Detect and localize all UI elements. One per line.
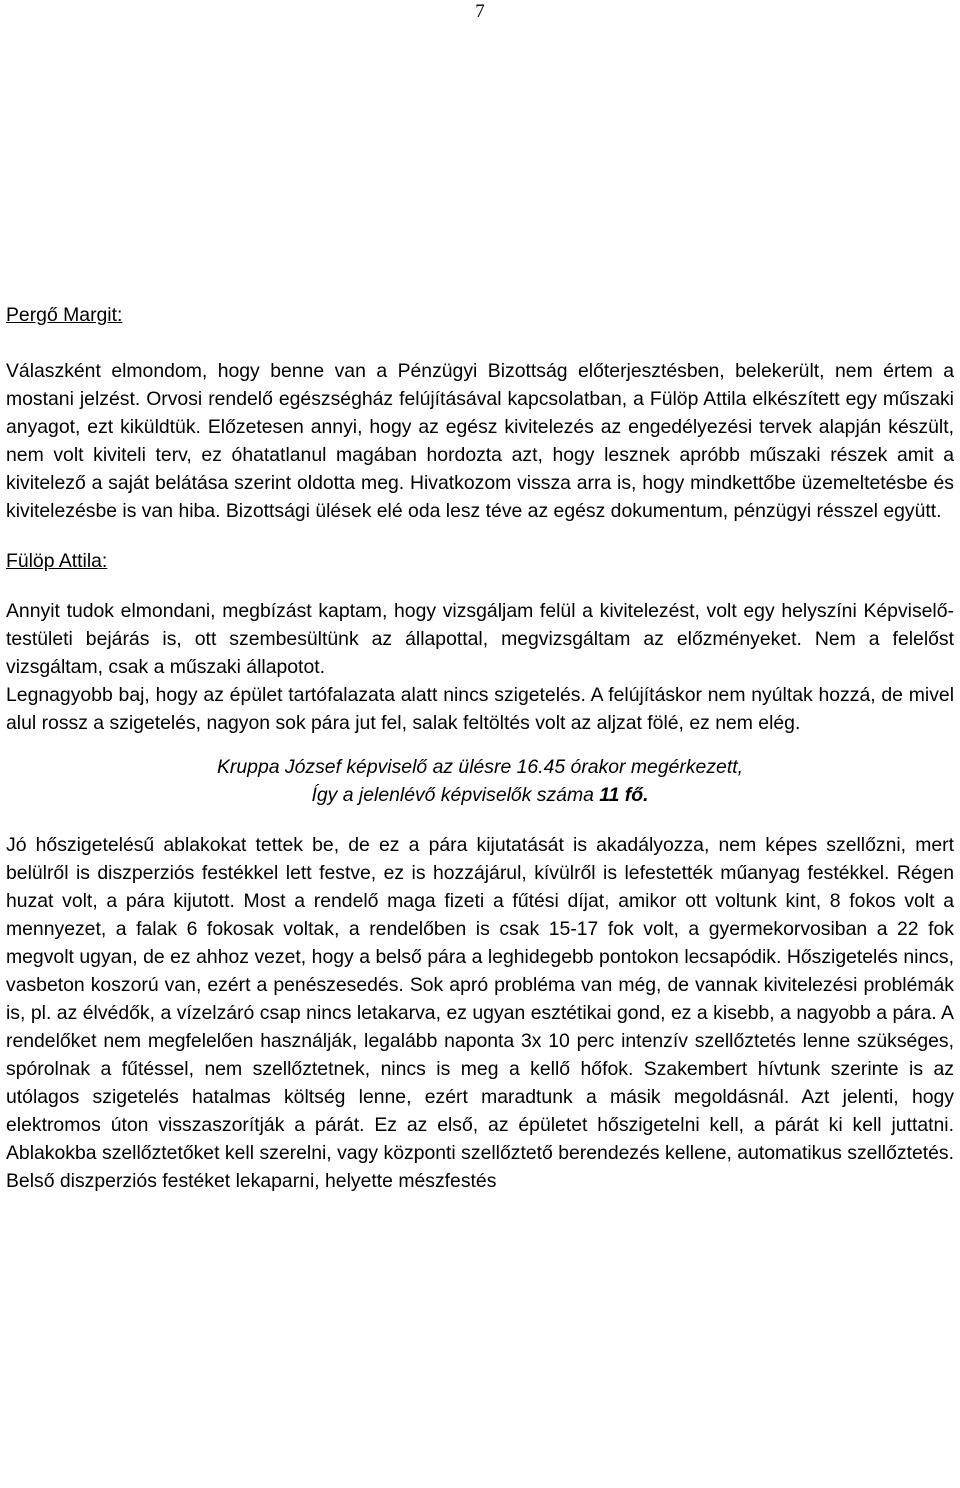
pergo-margit-statement: Válaszként elmondom, hogy benne van a Pénzügyi Bizottság előterjesztésben, belekerült, nem értem a mostani jelzést. Orvosi rendelő egészségház felújításával kapcsolatban, a Fülöp Attila elkészített egy műszaki anyagot, ezt kiküldtük. Előzetesen annyi, hogy az egész kivitelezés az engedélyezési tervek alapján készült, nem volt kiviteli terv, ez óhatatlanul magában hordozta azt, hogy lesznek apróbb műszaki részek amit a kivitelező a saját belátása szerint oldotta meg. Hivatkozom vissza arra is, hogy mindkettőbe üzemeltetésbe és kivitelezésbe is van hiba. Bizottsági ülések elé oda lesz téve az egész dokumentum, pénzügyi résszel együtt. [6,360,954,522]
page-number: 7 [475,1,485,22]
spacer [6,329,954,357]
spacer [6,809,954,831]
spacer [6,525,954,547]
document-body [6,301,954,1195]
speaker-pergo-margit: Pergő Margit: [6,304,123,326]
arrival-notice-line-2 [6,781,954,809]
fulop-attila-statement-1: Annyit tudok elmondani, megbízást kaptam, hogy vizsgáljam felül a kivitelezést, volt egy helyszíni Képviselő-testületi bejárás is, ott szembesültünk az állapottal, megvizsgáltam az előzményeket. Nem a felelőst vizsgáltam, csak a műszaki állapotot. [6,600,954,678]
spacer [6,737,954,753]
quorum-count: 11 fő. [599,784,649,806]
fulop-attila-statement-3: Jó hőszigetelésű ablakokat tettek be, de ez a pára kijutatását is akadályozza, nem képes szellőzni, mert belülről is diszperziós festékkel lett festve, ez is hozzájárul, kívülről is lefestették műanyag festékkel. Régen huzat volt, a pára kijutott. Most a rendelő maga fizeti a fűtési díjat, amikor ott voltunk kint, 8 fokos volt a mennyezet, a falak 6 fokosak voltak, a rendelőben is csak 15-17 fok volt, a gyermekorvosiban a 22 fok megvolt ugyan, de ez ahhoz vezet, hogy a belső pára a leghidegebb pontokon lecsapódik. Hőszigetelés nincs, vasbeton koszorú van, ezért a penészesedés. Sok apró probléma van még, de vannak kivitelezési problémák is, pl. az élvédők, a vízelzáró csap nincs letakarva, ez ugyan esztétikai gond, ez a kisebb, a nagyobb a pára. A rendelőket nem megfelelően használják, legalább naponta 3x 10 perc intenzív szellőztetés lenne szükséges, spórolnak a fűtéssel, nem szellőztetnek, nincs is meg a kellő hőfok. Szakembert hívtunk szerinte is az utólagos szigetelés hatalmas költség lenne, ezért maradtunk a másik megoldásnál. Azt jelenti, hogy elektromos úton visszaszorítják a párát. Ez az első, az épületet hőszigetelni kell, a párát ki kell juttatni. Ablakokba szellőztetőket kell szerelni, vagy központi szellőztető berendezés kellene, automatikus szellőztetés. Belső diszperziós festéket lekaparni, helyette mészfestés [6,834,954,1192]
fulop-attila-statement-2: Legnagyobb baj, hogy az épület tartófalazata alatt nincs szigetelés. A felújításkor nem nyúltak hozzá, de mivel alul rossz a szigetelés, nagyon sok pára jut fel, salak feltöltés volt az aljzat fölé, ez nem elég. [6,684,954,734]
arrival-notice-line-1: Kruppa József képviselő az ülésre 16.45 órakor megérkezett, [217,756,743,778]
spacer [6,575,954,597]
quorum-text: Így a jelenlévő képviselők száma [311,784,600,806]
speaker-fulop-attila: Fülöp Attila: [6,550,108,572]
